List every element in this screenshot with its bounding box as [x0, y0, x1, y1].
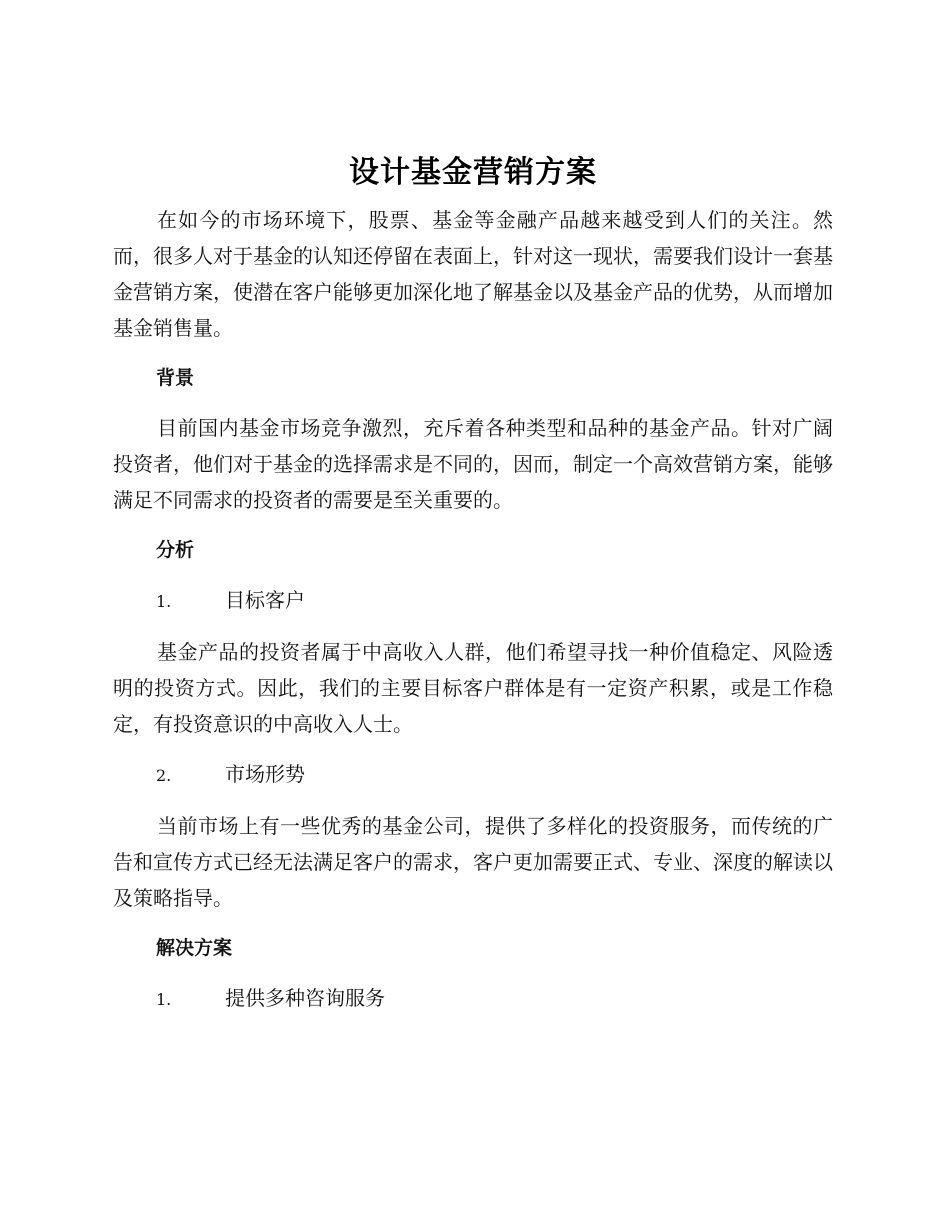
list-label: 提供多种咨询服务: [225, 986, 385, 1010]
document-title: 设计基金营销方案: [349, 155, 597, 190]
background-paragraph: 目前国内基金市场竞争激烈，充斥着各种类型和品种的基金产品。针对广阔投资者，他们对于基金的选择需求是不同的，因而，制定一个高效营销方案，能够满足不同需求的投资者的需要是至关重要的。: [113, 416, 833, 512]
section-heading-background: 背景: [156, 367, 195, 389]
intro-paragraph: 在如今的市场环境下，股票、基金等金融产品越来越受到人们的关注。然而，很多人对于基金的认知还停留在表面上，针对这一现状，需要我们设计一套基金营销方案，使潜在客户能够更加深化地了解基金以及基金产品的优势，从而增加基金销售量。: [113, 208, 833, 340]
list-label: 目标客户: [225, 588, 305, 612]
document-page: [113, 148, 833, 1018]
section-heading-analysis: 分析: [156, 539, 195, 561]
target-customers-paragraph: 基金产品的投资者属于中高收入人群，他们希望寻找一种价值稳定、风险透明的投资方式。因此，我们的主要目标客户群体是有一定资产积累，或是工作稳定，有投资意识的中高收入人士。: [113, 640, 833, 736]
list-item-market-situation: [113, 756, 833, 794]
section-heading-solution: 解决方案: [156, 937, 233, 959]
list-number: 1.: [156, 592, 172, 611]
list-item-consulting-services: [113, 980, 833, 1018]
market-situation-paragraph: 当前市场上有一些优秀的基金公司，提供了多样化的投资服务，而传统的广告和宣传方式已经无法满足客户的需求，客户更加需要正式、专业、深度的解读以及策略指导。: [113, 814, 833, 910]
list-label: 市场形势: [225, 762, 305, 786]
list-number: 1.: [156, 990, 172, 1009]
list-item-target-customers: [113, 582, 833, 620]
list-number: 2.: [156, 766, 172, 785]
